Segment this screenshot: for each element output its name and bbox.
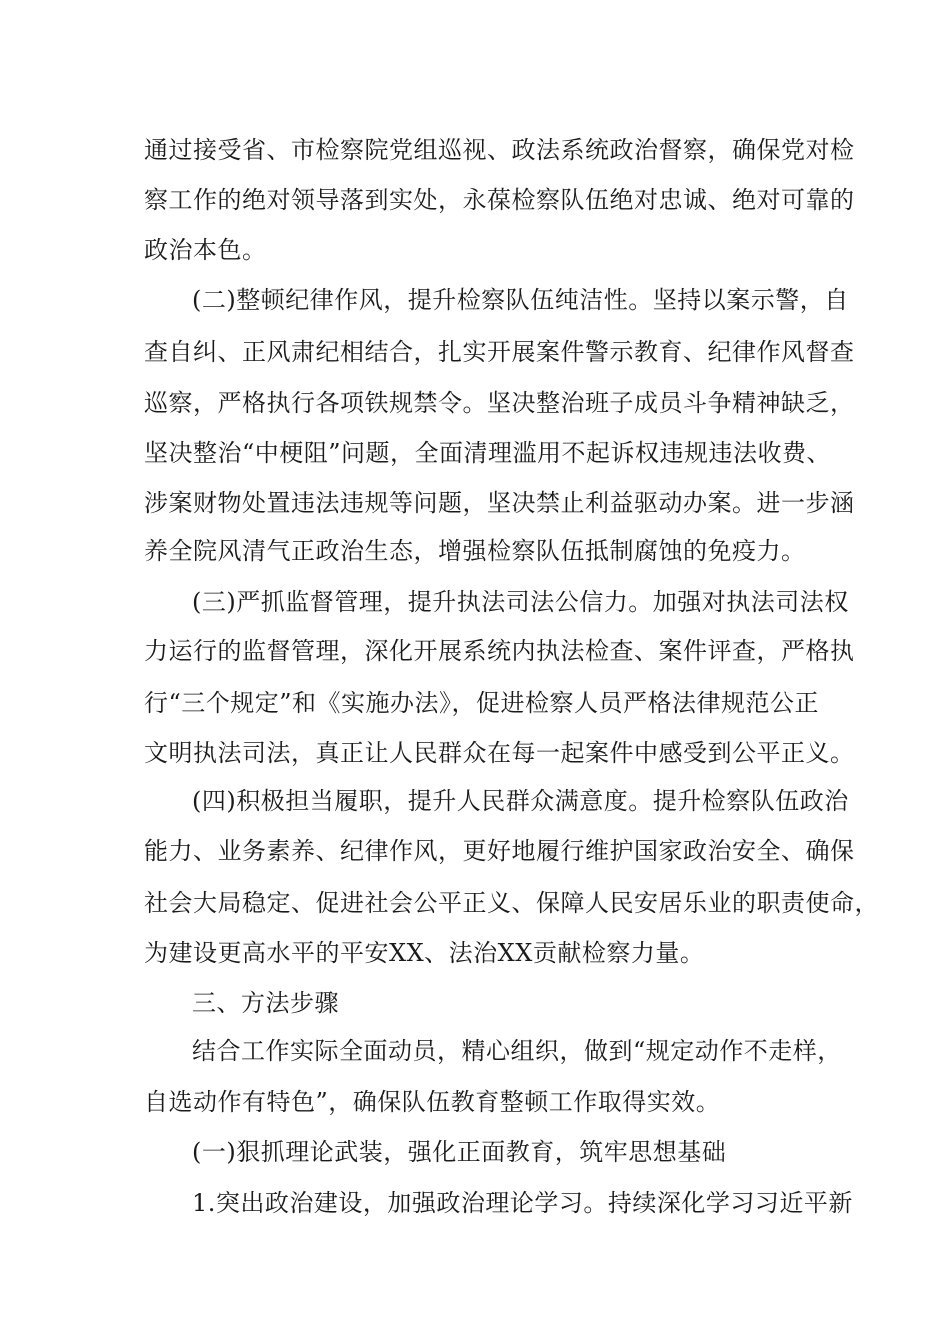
text-line: 养全院风清气正政治生态，增强检察队伍抵制腐蚀的免疫力。 [144,537,806,565]
text-line: 行“三个规定”和《实施办法》，促进检察人员严格法律规范公正 [144,689,820,717]
text-line: 查自纠、正风肃纪相结合，扎实开展案件警示教育、纪律作风督查 [144,338,855,366]
subsection-heading: (一)狠抓理论武装，强化正面教育，筑牢思想基础 [192,1138,727,1166]
text-line: 力运行的监督管理，深化开展系统内执法检查、案件评查，严格执 [144,637,855,665]
text-line: (三)严抓监督管理，提升执法司法公信力。加强对执法司法权 [192,588,849,616]
text-line: 自选动作有特色”，确保队伍教育整顿工作取得实效。 [144,1088,721,1116]
text-line: 政治本色。 [144,236,267,264]
section-heading: 三、方法步骤 [192,989,339,1017]
text-line: (二)整顿纪律作风，提升检察队伍纯洁性。坚持以案示警，自 [192,286,849,314]
text-line: (四)积极担当履职，提升人民群众满意度。提升检察队伍政治 [192,787,849,815]
text-line: 文明执法司法，真正让人民群众在每一起案件中感受到公平正义。 [144,739,855,767]
text-line: 涉案财物处置违法违规等问题，坚决禁止利益驱动办案。进一步涵 [144,489,855,517]
text-line: 1.突出政治建设，加强政治理论学习。持续深化学习习近平新 [192,1189,853,1217]
text-line: 巡察，严格执行各项铁规禁令。坚决整治班子成员斗争精神缺乏， [144,389,855,417]
text-line: 社会大局稳定、促进社会公平正义、保障人民安居乐业的职责使命， [144,889,879,917]
text-line: 为建设更高水平的平安XX、法治XX贡献检察力量。 [144,939,705,967]
text-line: 察工作的绝对领导落到实处，永葆检察队伍绝对忠诚、绝对可靠的 [144,186,855,214]
text-line: 结合工作实际全面动员，精心组织，做到“规定动作不走样， [192,1037,842,1065]
text-line: 通过接受省、市检察院党组巡视、政法系统政治督察，确保党对检 [144,136,855,164]
text-line: 坚决整治“中梗阻”问题，全面清理滥用不起诉权违规违法收费、 [144,439,832,467]
text-line: 能力、业务素养、纪律作风，更好地履行维护国家政治安全、确保 [144,837,855,865]
